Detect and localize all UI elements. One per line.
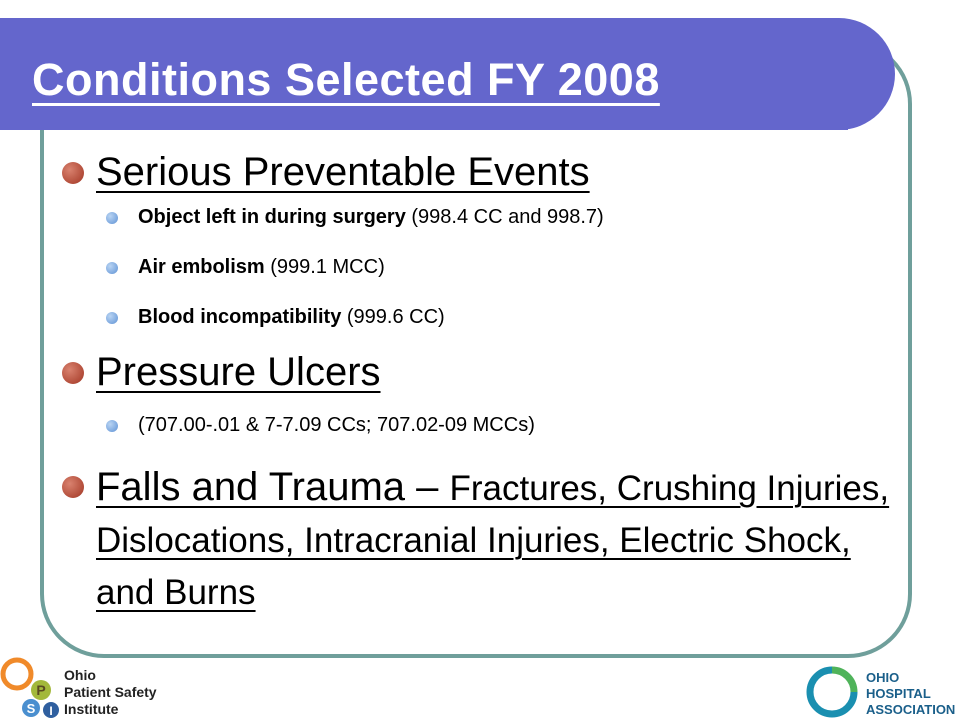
oha-line2: Hospital bbox=[866, 686, 931, 701]
opsi-line1: Ohio bbox=[64, 667, 96, 683]
item-code: (999.1 MCC) bbox=[264, 256, 385, 278]
bullet-serious-preventable-events bbox=[62, 148, 902, 196]
item-bold: Air embolism bbox=[138, 256, 265, 278]
sub-bullet-dot bbox=[106, 212, 118, 224]
bullet-pressure-ulcers bbox=[62, 348, 902, 396]
sub-bullet-air-embolism bbox=[62, 252, 902, 282]
slide-title: Conditions Selected FY 2008 bbox=[32, 54, 660, 105]
bullet-dot bbox=[62, 476, 84, 498]
sub-bullet-object-left bbox=[62, 202, 902, 232]
sub-bullet-dot bbox=[106, 262, 118, 274]
oha-line3: Association bbox=[866, 702, 956, 717]
opsi-logo bbox=[0, 654, 200, 720]
section-heading: Serious Preventable Events bbox=[96, 150, 590, 194]
item-bold: Blood incompatibility bbox=[138, 306, 342, 328]
section-heading: Pressure Ulcers bbox=[96, 350, 381, 394]
opsi-line2: Patient Safety bbox=[64, 684, 157, 700]
oha-line1: Ohio bbox=[866, 670, 900, 685]
item-code: (999.6 CC) bbox=[341, 306, 445, 328]
section-heading bbox=[96, 465, 889, 613]
logo-p-letter: P bbox=[36, 682, 46, 698]
title-bar bbox=[0, 18, 895, 130]
sub-bullet-blood-incompatibility bbox=[62, 302, 902, 332]
heading-main: Falls and Trauma – bbox=[96, 465, 450, 509]
opsi-line3: Institute bbox=[64, 701, 119, 717]
bullet-falls-and-trauma bbox=[62, 462, 896, 618]
bullet-dot bbox=[62, 162, 84, 184]
title-rule bbox=[0, 124, 848, 130]
item-code: (998.4 CC and 998.7) bbox=[405, 206, 604, 228]
logo-s-letter: S bbox=[26, 701, 36, 716]
item-code: (707.00-.01 & 7-7.09 CCs; 707.02-09 MCCs) bbox=[138, 414, 535, 436]
oha-logo bbox=[806, 664, 960, 720]
sub-bullet-dot bbox=[106, 312, 118, 324]
slide-content bbox=[62, 148, 902, 618]
oha-swoosh-green bbox=[832, 670, 854, 692]
bullet-dot bbox=[62, 362, 84, 384]
heading-sub: Fractures, Crushing Injuries, Dislocations, Intracranial Injuries, Electric Shock, and Burns bbox=[96, 469, 890, 612]
sub-bullet-dot bbox=[106, 420, 118, 432]
item-bold: Object left in during surgery bbox=[138, 206, 406, 228]
logo-o-ring bbox=[3, 660, 31, 688]
sub-bullet-pressure-ulcer-codes bbox=[62, 410, 902, 440]
logo-i-letter: I bbox=[49, 704, 53, 718]
